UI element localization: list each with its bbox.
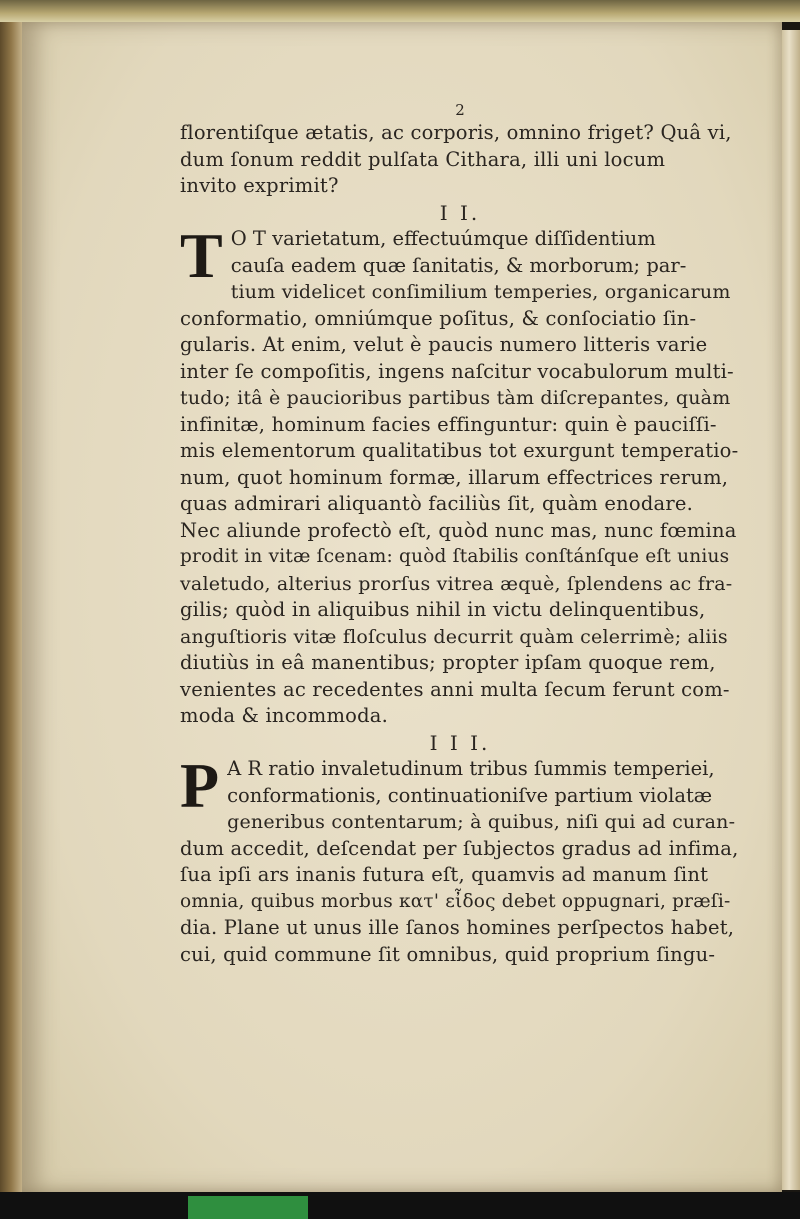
text-line: florentiſque ætatis, ac corporis, omnino friget? Quâ vi, (180, 121, 732, 144)
bookmark-tab (188, 1196, 308, 1219)
text-line: valetudo, alterius prorſus vitrea æquè, ſplendens ac fra- (180, 572, 733, 595)
text-line: gularis. At enim, velut è paucis numero litteris varie (180, 333, 708, 356)
page-number: 2 (455, 101, 465, 119)
text-line: conformatio, omniúmque poſitus, & conſociatio ſin- (180, 306, 697, 330)
text-line: infinitæ, hominum facies effinguntur: quin è pauciſſi- (180, 412, 717, 436)
text-line: num, quot hominum formæ, illarum effectrices rerum, (180, 465, 729, 489)
text-line: diutiùs in eâ manentibus; propter ipſam quoque rem, (180, 651, 716, 674)
page-stack-edge (782, 30, 800, 1190)
text-line: moda & incommoda. (180, 704, 388, 727)
text-line: mis elementorum qualitatibus tot exurgunt temperatio- (180, 439, 739, 462)
drop-cap: P (180, 750, 220, 821)
section-heading: I I. (439, 200, 481, 225)
text-line: cui, quid commune ſit omnibus, quid proprium ſingu- (180, 942, 716, 966)
text-line: conformationis, continuationiſve partium violatæ (227, 783, 713, 807)
text-line: quas admirari aliquantò faciliùs ſit, quàm enodare. (180, 492, 694, 515)
text-line: anguſtioris vitæ floſculus decurrit quàm celerrimè; aliis (180, 625, 728, 648)
book-spine-shadow (0, 22, 22, 1192)
scan-bottom-border (0, 1192, 800, 1219)
section-2-paragraph (180, 220, 740, 730)
text-line: O T varietatum, effectuúmque diſſidentium (230, 227, 656, 250)
book-top-edge (0, 0, 800, 22)
text-line: omnia, quibus morbus κατ' εἶδος debet oppugnari, præſi- (180, 890, 731, 912)
text-line: A R ratio invaletudinum tribus ſummis temperiei, (227, 757, 715, 780)
text-line: ſua ipſi ars inanis futura eſt, quamvis ad manum ſint (180, 863, 709, 886)
text-line: venientes ac recedentes anni multa ſecum ferunt com- (180, 677, 730, 701)
section-heading: I I I. (429, 730, 491, 755)
text-line: tium videlicet conſimilium temperies, organicarum (230, 281, 731, 303)
section-3-paragraph (180, 750, 740, 968)
text-line: gilis; quòd in aliquibus nihil in victu delinquentibus, (180, 598, 706, 621)
drop-cap: T (180, 220, 223, 291)
page-text (180, 100, 740, 968)
intro-paragraph (180, 120, 740, 200)
text-line: prodit in vitæ ſcenam: quòd ſtabilis conſtánſque eſt unius (180, 546, 730, 567)
text-line: dia. Plane ut unus ille ſanos homines perſpectos habet, (180, 916, 735, 939)
text-line: dum accedit, deſcendat per ſubjectos gradus ad infima, (180, 836, 739, 860)
text-line: dum ſonum reddit pulſata Cithara, illi uni locum (180, 147, 666, 171)
text-line: tudo; itâ è paucioribus partibus tàm diſcrepantes, quàm (180, 387, 731, 409)
text-line: generibus contentarum; à quibus, niſi qui ad curan- (227, 811, 736, 833)
text-line: invito exprimit? (180, 174, 339, 197)
text-line: cauſa eadem quæ ſanitatis, & morborum; par- (230, 253, 687, 277)
text-line: inter ſe compoſitis, ingens naſcitur vocabulorum multi- (180, 359, 734, 383)
text-line: Nec aliunde profectò eſt, quòd nunc mas, nunc fœmina (180, 518, 737, 542)
